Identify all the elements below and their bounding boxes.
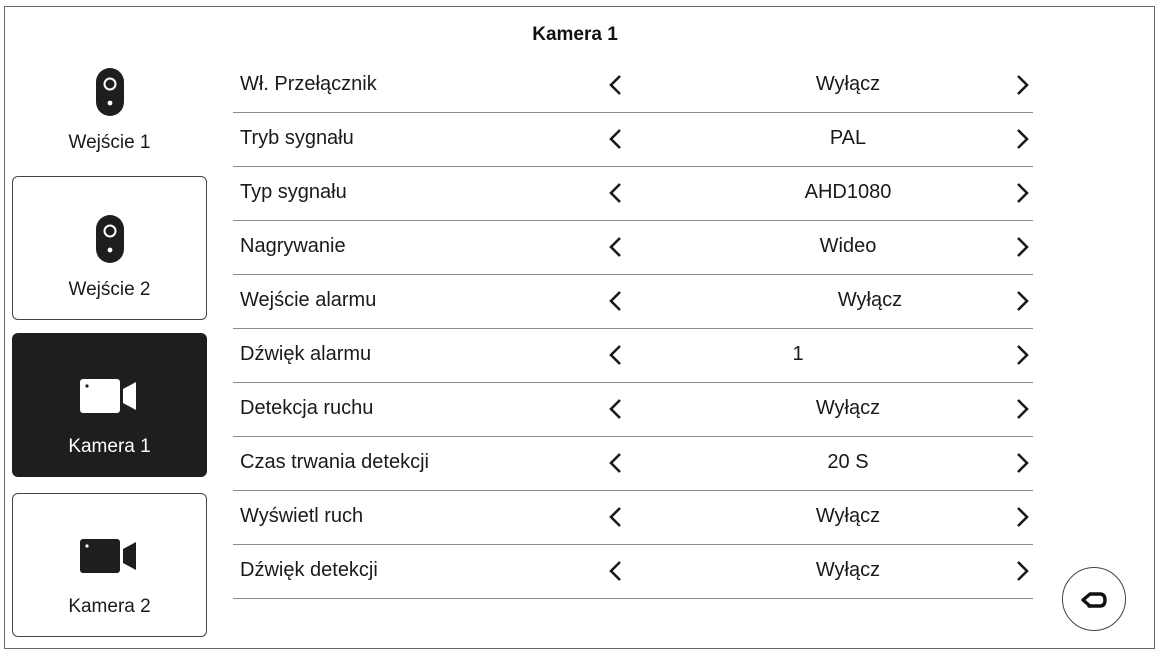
setting-label: Dźwięk detekcji (240, 559, 378, 581)
next-option-button[interactable] (1008, 445, 1038, 481)
sidebar-item-kamera-1[interactable] (12, 333, 207, 477)
prev-option-button[interactable] (600, 67, 630, 103)
sidebar-item-kamera-2[interactable] (12, 493, 207, 637)
setting-value: PAL (829, 127, 867, 149)
next-option-button[interactable] (1008, 553, 1038, 589)
chevron-right-icon (1016, 74, 1030, 96)
video-camera-icon (13, 530, 206, 582)
setting-row-switch (233, 59, 1033, 113)
chevron-left-icon (608, 344, 622, 366)
sidebar-item-label: Kamera 1 (68, 436, 151, 457)
setting-row-alarm-sound (233, 329, 1033, 383)
chevron-left-icon (608, 506, 622, 528)
chevron-right-icon (1016, 182, 1030, 204)
chevron-left-icon (608, 74, 622, 96)
chevron-left-icon (608, 236, 622, 258)
sidebar-item-label: Wejście 2 (68, 279, 151, 300)
setting-value: Wyłącz (815, 559, 881, 581)
chevron-left-icon (608, 128, 622, 150)
setting-row-recording (233, 221, 1033, 275)
next-option-button[interactable] (1008, 67, 1038, 103)
chevron-right-icon (1016, 290, 1030, 312)
chevron-right-icon (1016, 236, 1030, 258)
back-button[interactable] (1062, 567, 1126, 631)
chevron-left-icon (608, 560, 622, 582)
sidebar-item-wejscie-1[interactable] (12, 30, 207, 174)
setting-label: Typ sygnału (240, 181, 347, 203)
setting-value: Wyłącz (815, 73, 881, 95)
page-title: Kamera 1 (532, 24, 618, 45)
setting-label: Dźwięk alarmu (240, 343, 372, 365)
return-arrow-icon (1079, 586, 1109, 612)
prev-option-button[interactable] (600, 445, 630, 481)
setting-value: AHD1080 (804, 181, 892, 203)
setting-value: Wyłącz (815, 397, 881, 419)
setting-value: 20 S (827, 451, 869, 473)
setting-label: Wyświetl ruch (240, 505, 364, 527)
next-option-button[interactable] (1008, 499, 1038, 535)
setting-label: Tryb sygnału (240, 127, 354, 149)
chevron-left-icon (608, 452, 622, 474)
prev-option-button[interactable] (600, 283, 630, 319)
next-option-button[interactable] (1008, 283, 1038, 319)
setting-row-detection-sound (233, 545, 1033, 599)
setting-row-detection-duration (233, 437, 1033, 491)
setting-row-signal-type (233, 167, 1033, 221)
sidebar-item-label: Kamera 2 (68, 596, 151, 617)
setting-label: Nagrywanie (240, 235, 346, 257)
prev-option-button[interactable] (600, 229, 630, 265)
setting-value: Wyłącz (837, 289, 903, 311)
chevron-left-icon (608, 182, 622, 204)
setting-row-show-motion (233, 491, 1033, 545)
chevron-left-icon (608, 398, 622, 420)
setting-value: 1 (792, 343, 804, 365)
setting-label: Wł. Przełącznik (240, 73, 377, 95)
next-option-button[interactable] (1008, 175, 1038, 211)
chevron-right-icon (1016, 452, 1030, 474)
prev-option-button[interactable] (600, 337, 630, 373)
chevron-right-icon (1016, 398, 1030, 420)
doorbell-icon (13, 213, 206, 265)
setting-label: Czas trwania detekcji (240, 451, 429, 473)
sidebar-item-wejscie-2[interactable] (12, 176, 207, 320)
chevron-right-icon (1016, 344, 1030, 366)
chevron-right-icon (1016, 506, 1030, 528)
setting-row-motion-detection (233, 383, 1033, 437)
next-option-button[interactable] (1008, 121, 1038, 157)
chevron-left-icon (608, 290, 622, 312)
next-option-button[interactable] (1008, 337, 1038, 373)
chevron-right-icon (1016, 128, 1030, 150)
setting-value: Wideo (819, 235, 877, 257)
prev-option-button[interactable] (600, 391, 630, 427)
setting-row-alarm-input (233, 275, 1033, 329)
setting-value: Wyłącz (815, 505, 881, 527)
prev-option-button[interactable] (600, 175, 630, 211)
video-camera-icon (13, 370, 206, 422)
doorbell-icon (12, 66, 207, 118)
setting-label: Wejście alarmu (240, 289, 377, 311)
prev-option-button[interactable] (600, 499, 630, 535)
next-option-button[interactable] (1008, 391, 1038, 427)
prev-option-button[interactable] (600, 553, 630, 589)
setting-label: Detekcja ruchu (240, 397, 374, 419)
setting-row-signal-mode (233, 113, 1033, 167)
next-option-button[interactable] (1008, 229, 1038, 265)
sidebar-item-label: Wejście 1 (68, 132, 151, 153)
chevron-right-icon (1016, 560, 1030, 582)
prev-option-button[interactable] (600, 121, 630, 157)
